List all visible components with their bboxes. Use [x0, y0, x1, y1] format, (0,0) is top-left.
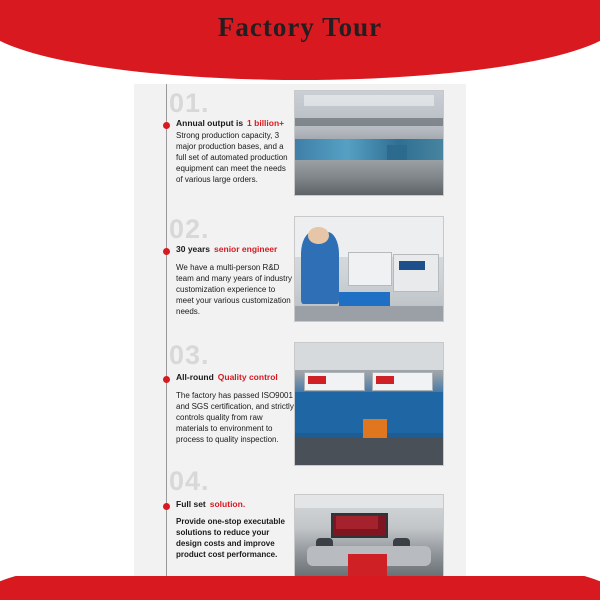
photo-shape — [308, 376, 326, 385]
item-heading — [176, 118, 284, 128]
item-heading — [176, 372, 278, 382]
photo-shape — [295, 118, 443, 126]
item-body-text: The factory has passed ISO9001 and SGS certification, and strictly controls quality from raw materials to environment to process to quality inspection. — [176, 391, 294, 444]
bullet-icon — [163, 503, 170, 510]
page-title: Factory Tour — [217, 12, 383, 42]
item-body-text: Strong production capacity, 3 major production bases, and a full set of automated production equipment can meet the needs of various large orders. — [176, 131, 288, 184]
photo-inner — [295, 91, 443, 195]
photo-shape — [348, 252, 391, 285]
item-heading-main: 30 years — [176, 244, 211, 254]
photo-shape — [308, 227, 329, 244]
page-header — [0, 0, 600, 84]
item-heading-main: Annual output is — [176, 118, 244, 128]
item-heading-accent: senior engineer — [214, 244, 278, 254]
item-body-text: Provide one-stop executable solutions to reduce your design costs and improve product cost performance. — [176, 517, 285, 559]
rd-laboratory-photo — [294, 216, 444, 322]
photo-shape — [295, 306, 443, 321]
meeting-room-photo — [294, 494, 444, 578]
item-number: 02. — [169, 214, 210, 244]
item-heading-main: Full set — [176, 499, 206, 509]
item-number: 01. — [169, 88, 210, 118]
photo-shape — [295, 495, 443, 508]
item-number: 04. — [169, 466, 210, 496]
item-heading-accent: Quality control — [217, 372, 278, 382]
photo-inner — [295, 343, 443, 465]
item-heading-accent: 1 billion+ — [247, 118, 285, 128]
photo-shape — [387, 145, 408, 172]
photo-shape — [310, 164, 337, 185]
factory-production-line-photo — [294, 90, 444, 196]
photo-inner — [295, 495, 443, 577]
item-heading — [176, 499, 245, 509]
item-body-text: We have a multi-person R&D team and many years of industry customization experience to meet your various customization needs. — [176, 263, 293, 316]
photo-shape — [348, 554, 386, 577]
page-footer — [0, 576, 600, 600]
photo-shape — [336, 516, 377, 529]
photo-shape — [295, 438, 443, 465]
photo-shape — [295, 343, 443, 370]
item-number: 03. — [169, 340, 210, 370]
photo-shape — [399, 261, 426, 270]
quality-control-equipment-photo — [294, 342, 444, 466]
bullet-icon — [163, 248, 170, 255]
item-heading-main: All-round — [176, 372, 214, 382]
bullet-icon — [163, 122, 170, 129]
bullet-icon — [163, 376, 170, 383]
footer-red-banner — [0, 576, 600, 600]
photo-inner — [295, 217, 443, 321]
photo-shape — [363, 419, 387, 439]
item-heading — [176, 244, 277, 254]
item-heading-accent: solution. — [209, 499, 246, 509]
photo-shape — [376, 376, 394, 385]
photo-shape — [339, 292, 389, 307]
photo-shape — [304, 95, 434, 105]
